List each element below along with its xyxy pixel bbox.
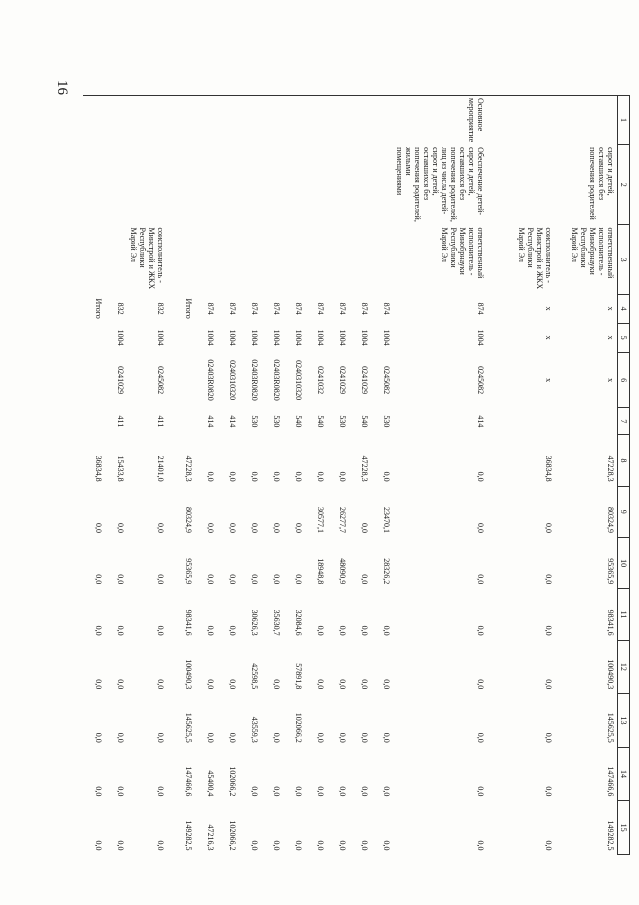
cell-col-9: 0,0 [544,522,553,533]
cell-col-15: 47216,3 [206,824,215,851]
cell-col-9: 80324,9 [606,506,615,533]
cell-col-11: 98341,6 [184,609,193,636]
cell-col-2 [195,145,217,225]
cell-col-4: 874 [250,302,259,315]
cell-col-13: 0,0 [206,732,215,743]
page-number: 16 [54,80,70,95]
cell-col-14: 0,0 [338,786,347,797]
cell-col-12: 0,0 [544,679,553,690]
cell-col-11: 30626,3 [250,609,259,636]
cell-col-1: Основное мероприятие [393,96,493,145]
cell-col-12: 0,0 [94,679,103,690]
cell-col-15: 0,0 [360,840,369,851]
cell-col-5: 1004 [250,329,259,346]
cell-col-10: 18948,8 [316,558,325,585]
cell-col-2 [105,145,127,225]
cell-col-9: 30577,1 [316,506,325,533]
cell-col-13: 0,0 [316,732,325,743]
cell-col-8: 0,0 [338,471,347,482]
cell-col-6: х [544,378,553,383]
table-row [217,96,239,855]
table-header [618,96,630,855]
cell-col-14: 147466,6 [606,766,615,797]
cell-col-10: 95365,9 [184,558,193,585]
cell-col-15: 0,0 [116,840,125,851]
column-header-12: 12 [618,640,630,694]
table-row [173,96,195,855]
cell-col-3 [349,225,371,294]
cell-col-10: 0,0 [360,574,369,585]
cell-col-15: 149282,5 [184,820,193,851]
cell-col-2 [371,145,393,225]
cell-col-4: 874 [360,302,369,315]
cell-col-15: 0,0 [94,840,103,851]
cell-col-8: 0,0 [476,471,485,482]
cell-col-14: 0,0 [116,786,125,797]
table-row [261,96,283,855]
cell-col-5: 1004 [116,329,125,346]
cell-col-14: 147466,6 [184,766,193,797]
column-header-13: 13 [618,694,630,748]
cell-col-11: 0,0 [316,625,325,636]
cell-col-8: 0,0 [272,471,281,482]
table-row [371,96,393,855]
cell-col-7 [83,408,105,435]
cell-col-13: 0,0 [360,732,369,743]
cell-col-4: 874 [228,302,237,315]
cell-col-9: 0,0 [228,522,237,533]
cell-col-11: 98341,6 [606,609,615,636]
cell-col-14: 102066,2 [228,766,237,797]
cell-col-4: 874 [338,302,347,315]
cell-col-7 [555,408,618,435]
cell-col-13: 0,0 [228,732,237,743]
cell-col-2 [239,145,261,225]
cell-col-3: соисполнитель - Минстрой и ЖКХ Республики Марий Эл [129,227,165,290]
cell-col-15: 0,0 [316,840,325,851]
cell-col-9: 0,0 [116,522,125,533]
cell-col-9: 26277,7 [338,506,347,533]
table-row [195,96,217,855]
cell-col-11: 0,0 [382,625,391,636]
cell-col-13: 102066,2 [294,712,303,743]
cell-col-2 [83,145,105,225]
cell-col-8: 0,0 [228,471,237,482]
cell-col-13: 0,0 [476,732,485,743]
table-row [555,96,618,855]
cell-col-2 [173,145,195,225]
cell-col-2 [283,145,305,225]
table-row [283,96,305,855]
cell-col-13: 0,0 [94,732,103,743]
cell-col-3 [283,225,305,294]
cell-col-9: 0,0 [476,522,485,533]
cell-col-12: 0,0 [360,679,369,690]
cell-col-13: 0,0 [272,732,281,743]
cell-col-6: х [606,378,615,383]
cell-col-12: 0,0 [476,679,485,690]
cell-col-12: 100490,3 [184,659,193,690]
cell-col-5: 1004 [272,329,281,346]
cell-col-11: 32084,6 [294,609,303,636]
cell-col-11: 0,0 [476,625,485,636]
cell-col-9: 0,0 [272,522,281,533]
table-row [239,96,261,855]
cell-col-4: 874 [316,302,325,315]
cell-col-15: 0,0 [382,840,391,851]
cell-col-10: 0,0 [116,574,125,585]
cell-col-2 [327,145,349,225]
cell-col-15: 0,0 [544,840,553,851]
cell-col-4: 874 [294,302,303,315]
cell-col-9: 0,0 [360,522,369,533]
cell-col-14: 0,0 [94,786,103,797]
cell-col-4: 874 [382,302,391,315]
cell-col-2: Обеспечение детей-сирот и детей, оставшихся без попечения родителей, лиц из числа детей-сирот и детей, оставшихся без попечения родителей, жилыми помещениями [395,147,485,222]
cell-col-12: 0,0 [156,679,165,690]
column-header-14: 14 [618,747,630,801]
column-header-1: 1 [618,96,630,145]
cell-col-12: 0,0 [272,679,281,690]
cell-col-11: 0,0 [94,625,103,636]
cell-col-1 [195,96,217,145]
cell-col-1 [371,96,393,145]
cell-col-7: 414 [206,415,215,428]
cell-col-6: 0245082 [476,366,485,395]
cell-col-3: ответственный исполнитель - Минобрнауки Республики Марий Эл [570,227,615,279]
column-header-11: 11 [618,589,630,640]
cell-col-4: 874 [476,302,485,315]
cell-col-5: 1004 [316,329,325,346]
cell-col-5: 1004 [228,329,237,346]
cell-col-7: 530 [272,415,281,428]
cell-col-14: 0,0 [544,786,553,797]
cell-col-3 [173,225,195,294]
cell-col-10: 28326,2 [382,558,391,585]
cell-col-15: 0,0 [156,840,165,851]
cell-col-7: 530 [250,415,259,428]
cell-col-5: х [606,335,615,340]
table-row [327,96,349,855]
column-header-2: 2 [618,145,630,225]
cell-col-8: 0,0 [382,471,391,482]
cell-col-1 [555,96,618,145]
cell-col-5: 1004 [382,329,391,346]
cell-col-15: 0,0 [294,840,303,851]
column-header-4: 4 [618,294,630,323]
cell-col-13: 0,0 [338,732,347,743]
cell-col-9: 23470,1 [382,506,391,533]
cell-col-14: 0,0 [382,786,391,797]
cell-col-14: 0,0 [316,786,325,797]
cell-col-7: 411 [116,415,125,428]
cell-col-14: 0,0 [476,786,485,797]
cell-col-10: 0,0 [272,574,281,585]
cell-col-6: 0241029 [360,366,369,395]
cell-col-3: ответственный исполнитель - Минобрнауки Республики Марий Эл [440,227,485,279]
cell-col-15: 0,0 [272,840,281,851]
cell-col-10: 0,0 [294,574,303,585]
cell-col-7: 414 [476,415,485,428]
cell-col-10: 0,0 [228,574,237,585]
cell-col-3 [83,225,105,294]
cell-col-6: 0245082 [156,366,165,395]
cell-col-9: 80324,9 [184,506,193,533]
cell-col-9: 0,0 [94,522,103,533]
cell-col-1 [127,96,173,145]
cell-col-14: 0,0 [294,786,303,797]
rotated-table-wrapper [94,95,630,855]
cell-col-7 [173,408,195,435]
cell-col-15: 0,0 [338,840,347,851]
cell-col-1 [305,96,327,145]
cell-col-8: 0,0 [294,471,303,482]
cell-col-2 [217,145,239,225]
cell-col-1 [83,96,105,145]
cell-col-13: 0,0 [544,732,553,743]
cell-col-5: х [544,335,553,340]
cell-col-4: 874 [272,302,281,315]
cell-col-1 [327,96,349,145]
column-header-15: 15 [618,801,630,855]
table-body [83,96,618,855]
cell-col-3 [217,225,239,294]
column-header-9: 9 [618,486,630,537]
cell-col-4: Итого [184,298,193,319]
cell-col-12: 0,0 [382,679,391,690]
cell-col-4: 874 [206,302,215,315]
cell-col-13: 43559,3 [250,716,259,743]
cell-col-8: 0,0 [250,471,259,482]
cell-col-4: х [544,306,553,311]
cell-col-8: 21401,0 [156,455,165,482]
cell-col-7: 414 [228,415,237,428]
table-row [393,96,493,855]
column-header-5: 5 [618,323,630,352]
cell-col-13: 145625,5 [184,712,193,743]
cell-col-7: 411 [156,415,165,428]
cell-col-7: 530 [382,415,391,428]
cell-col-5 [173,323,195,352]
cell-col-3 [261,225,283,294]
column-header-8: 8 [618,435,630,486]
cell-col-2 [305,145,327,225]
cell-col-10: 0,0 [156,574,165,585]
cell-col-5 [83,323,105,352]
cell-col-13: 145625,5 [606,712,615,743]
cell-col-4: 832 [156,302,165,315]
cell-col-2 [261,145,283,225]
cell-col-11: 0,0 [156,625,165,636]
cell-col-1 [217,96,239,145]
cell-col-8: 47228,3 [360,455,369,482]
cell-col-3 [239,225,261,294]
cell-col-10: 0,0 [476,574,485,585]
cell-col-15: 0,0 [250,840,259,851]
cell-col-11: 35630,7 [272,609,281,636]
cell-col-5: 1004 [360,329,369,346]
cell-col-3 [305,225,327,294]
cell-col-10: 0,0 [544,574,553,585]
cell-col-8: 36834,8 [94,455,103,482]
table-row [83,96,105,855]
cell-col-5: 1004 [476,329,485,346]
cell-col-9: 0,0 [206,522,215,533]
table-row [105,96,127,855]
cell-col-1 [239,96,261,145]
cell-col-5: 1004 [156,329,165,346]
cell-col-6: 02403R0820 [206,359,215,401]
cell-col-8: 0,0 [316,471,325,482]
cell-col-6: 0240310320 [294,360,303,401]
cell-col-12: 0,0 [116,679,125,690]
budget-table [83,95,630,855]
table-row [305,96,327,855]
table-row [127,96,173,855]
cell-col-14: 0,0 [272,786,281,797]
cell-col-6: 0241029 [116,366,125,395]
cell-col-14: 0,0 [360,786,369,797]
cell-col-8: 0,0 [206,471,215,482]
cell-col-8: 47228,3 [184,455,193,482]
cell-col-12: 57891,8 [294,663,303,690]
column-header-3: 3 [618,225,630,294]
cell-col-1 [173,96,195,145]
cell-col-1 [105,96,127,145]
cell-col-2 [493,145,555,225]
cell-col-5: 1004 [338,329,347,346]
cell-col-4: 832 [116,302,125,315]
cell-col-4: х [606,306,615,311]
table-row [349,96,371,855]
cell-col-12: 100490,3 [606,659,615,690]
cell-col-11: 0,0 [544,625,553,636]
cell-col-14: 0,0 [250,786,259,797]
cell-col-6: 0241029 [338,366,347,395]
cell-col-7: 530 [338,415,347,428]
cell-col-12: 0,0 [228,679,237,690]
cell-col-10: 0,0 [206,574,215,585]
cell-col-3 [371,225,393,294]
cell-col-3 [195,225,217,294]
cell-col-6: 0245082 [382,366,391,395]
cell-col-14: 0,0 [156,786,165,797]
cell-col-11: 0,0 [206,625,215,636]
cell-col-9: 0,0 [156,522,165,533]
cell-col-12: 0,0 [338,679,347,690]
cell-col-11: 0,0 [116,625,125,636]
cell-col-10: 48090,9 [338,558,347,585]
cell-col-9: 0,0 [294,522,303,533]
cell-col-13: 0,0 [382,732,391,743]
cell-col-11: 0,0 [338,625,347,636]
cell-col-5: 1004 [294,329,303,346]
column-header-7: 7 [618,408,630,435]
cell-col-10: 95365,9 [606,558,615,585]
cell-col-2: сирот и детей, оставшихся без попечения родителей [588,147,615,220]
cell-col-3: соисполнитель - Минстрой и ЖКХ Республики Марий Эл [517,227,553,290]
cell-col-6: 0241032 [316,366,325,395]
cell-col-8: 47228,3 [606,455,615,482]
cell-col-6: 02403R0820 [250,359,259,401]
cell-col-12: 0,0 [316,679,325,690]
cell-col-12: 0,0 [206,679,215,690]
cell-col-10: 0,0 [94,574,103,585]
cell-col-15: 149282,5 [606,820,615,851]
cell-col-8: 36834,8 [544,455,553,482]
cell-col-3 [327,225,349,294]
cell-col-14: 45400,4 [206,770,215,797]
cell-col-6 [83,352,105,408]
cell-col-4: Итого [94,298,103,319]
cell-col-11: 0,0 [360,625,369,636]
column-header-6: 6 [618,352,630,408]
cell-col-8: 15433,8 [116,455,125,482]
cell-col-5: 1004 [206,329,215,346]
cell-col-3 [105,225,127,294]
cell-col-13: 0,0 [116,732,125,743]
cell-col-6: 02403R0820 [272,359,281,401]
cell-col-12: 42598,5 [250,663,259,690]
cell-col-1 [349,96,371,145]
cell-col-15: 0,0 [476,840,485,851]
cell-col-9: 0,0 [250,522,259,533]
cell-col-10: 0,0 [250,574,259,585]
cell-col-6: 0240310320 [228,360,237,401]
cell-col-2 [349,145,371,225]
cell-col-1 [493,96,555,145]
column-header-10: 10 [618,537,630,588]
cell-col-7: 540 [316,415,325,428]
cell-col-2 [127,145,173,225]
cell-col-6 [173,352,195,408]
cell-col-7: 540 [294,415,303,428]
cell-col-13: 0,0 [156,732,165,743]
cell-col-7: 540 [360,415,369,428]
cell-col-15: 102066,2 [228,820,237,851]
cell-col-1 [283,96,305,145]
cell-col-1 [261,96,283,145]
table-row [493,96,555,855]
cell-col-7 [493,408,555,435]
cell-col-11: 0,0 [228,625,237,636]
